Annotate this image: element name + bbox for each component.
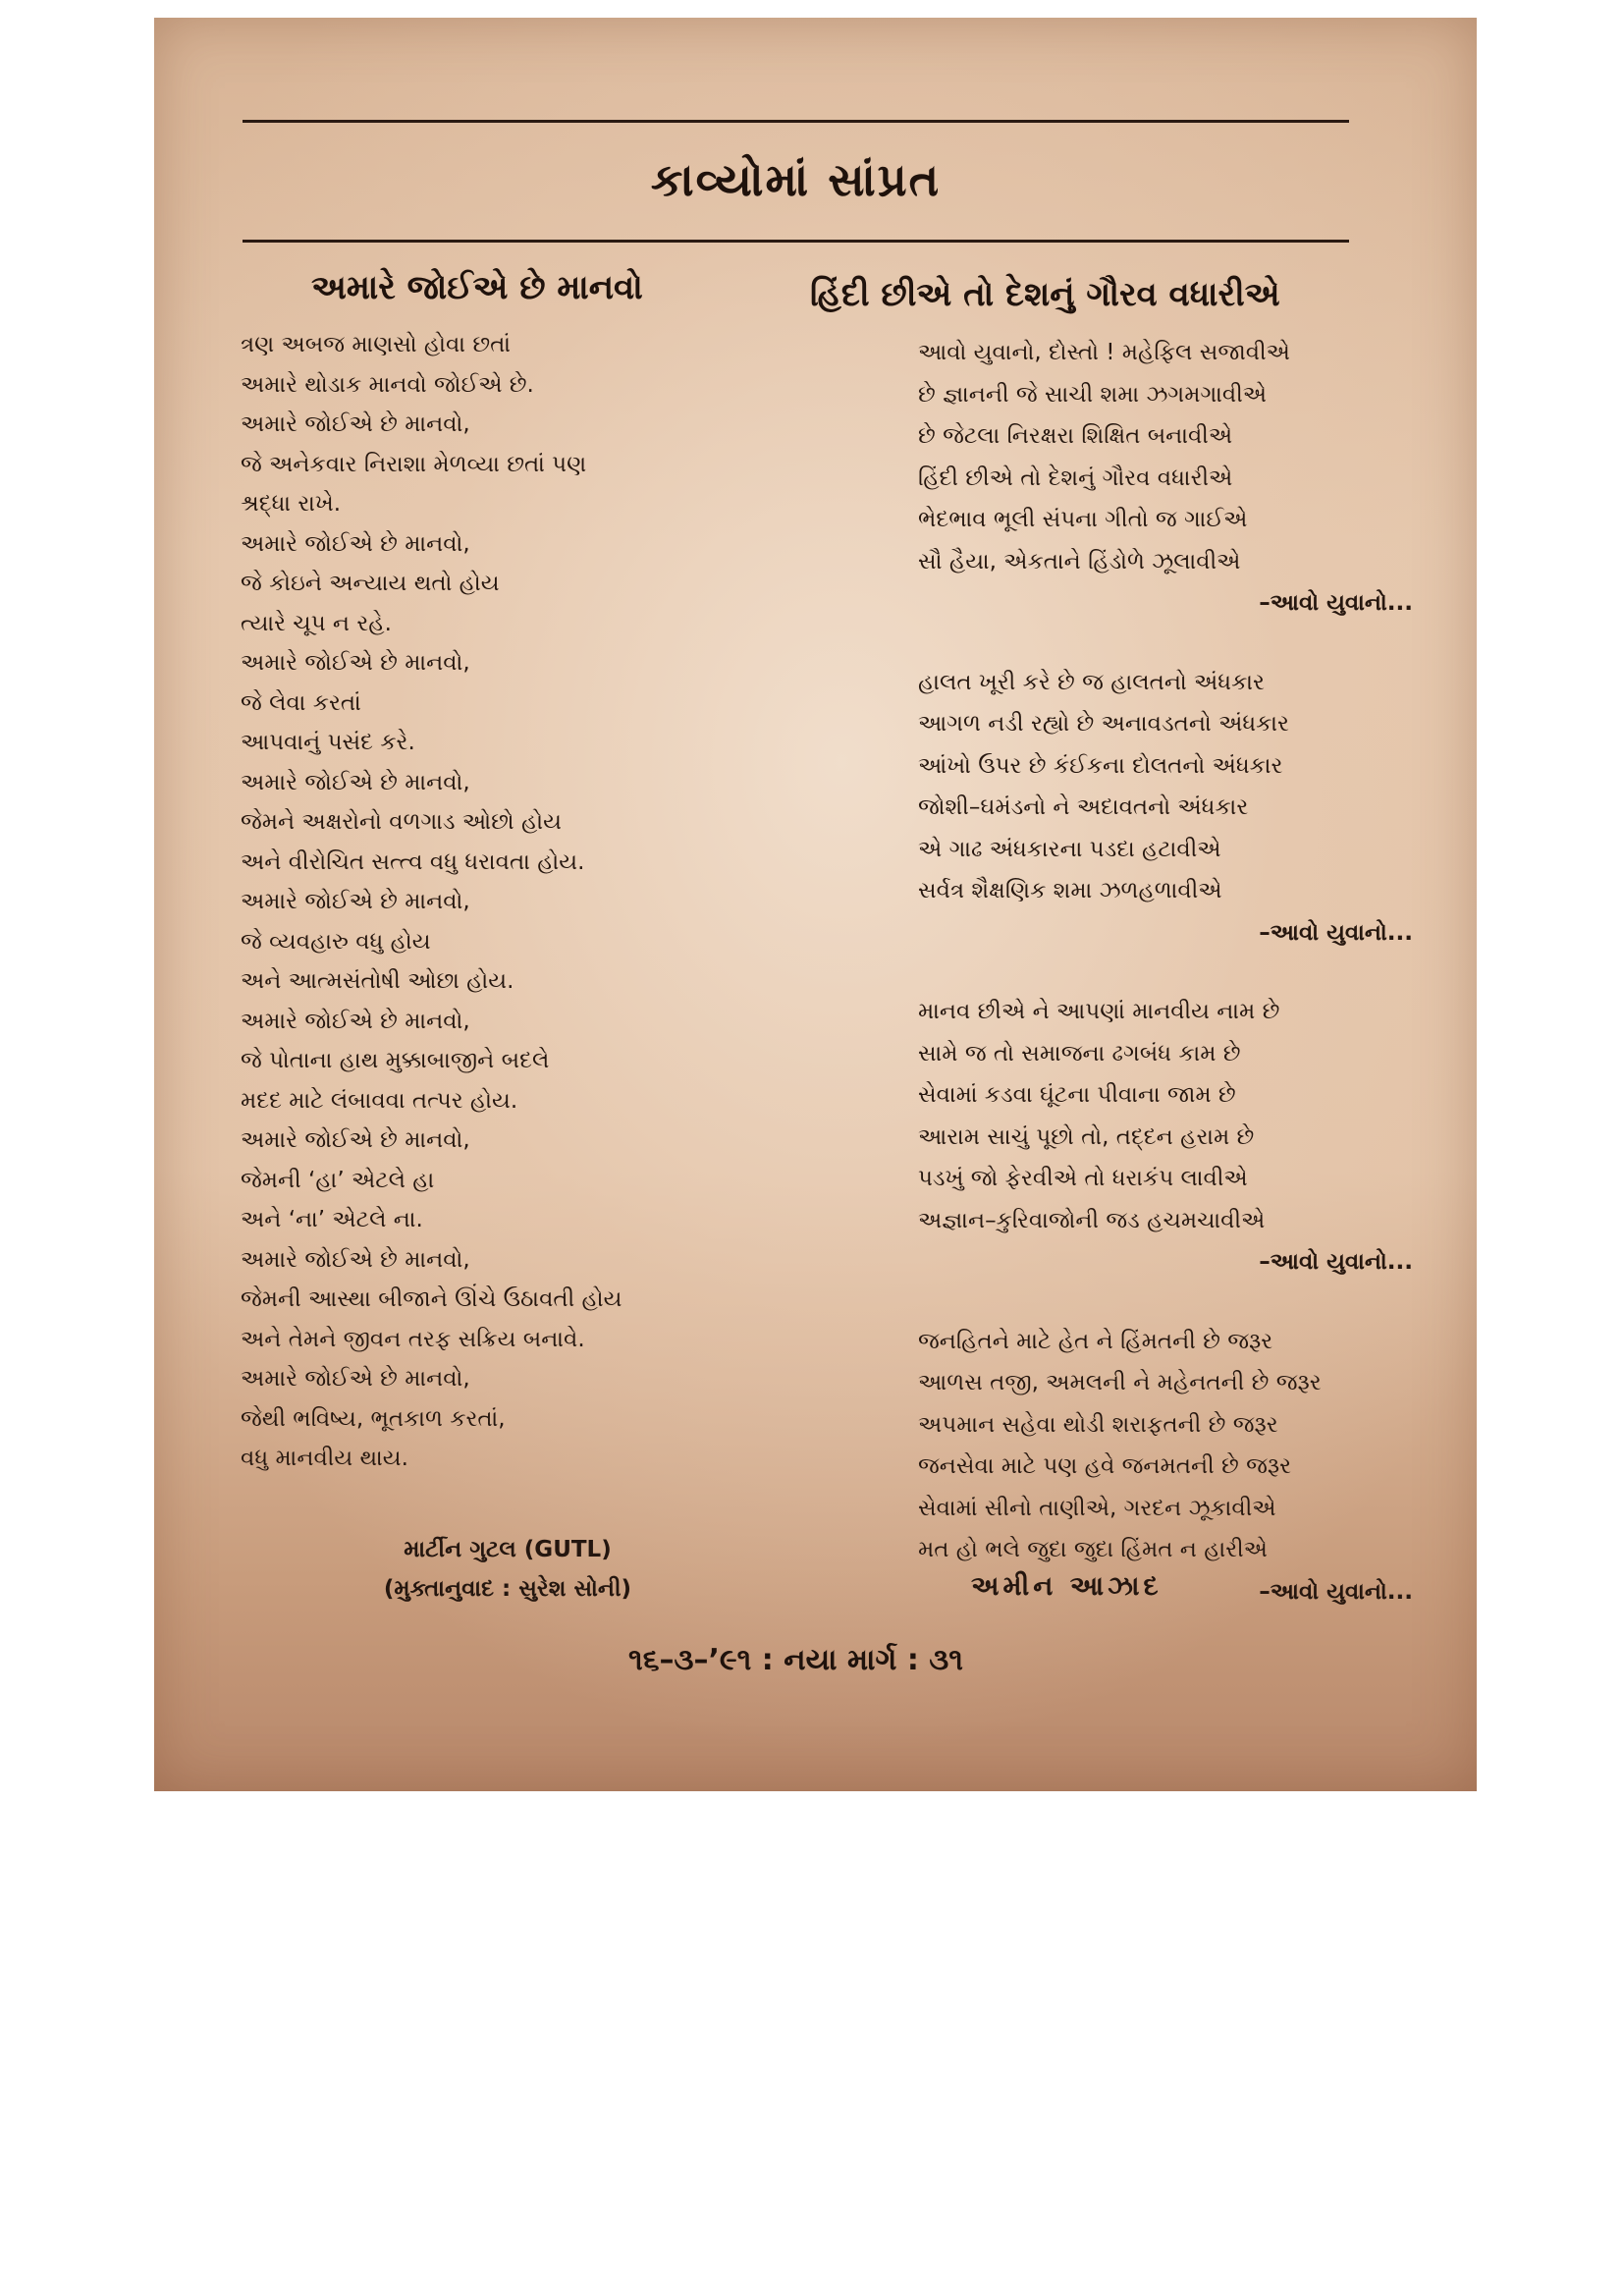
poem-line: જનહિતને માટે હેત ને હિંમતની છે જરૂર — [918, 1328, 1273, 1354]
poem-line: જનસેવા માટે પણ હવે જનમતની છે જરૂર — [918, 1453, 1292, 1479]
refrain-line: –આવો યુવાનો... — [1259, 1249, 1413, 1275]
poem-line: આંખો ઉપર છે કંઈકના દોલતનો અંધકાર — [918, 752, 1283, 779]
poem-line: અપમાન સહેવા થોડી શરાફતની છે જરૂર — [918, 1411, 1278, 1438]
poem-line: હિંદી છીએ તો દેશનું ગૌરવ વધારીએ — [918, 465, 1233, 491]
page-footer: ૧૬–૩–’૯૧ : નયા માર્ગ : ૩૧ — [628, 1643, 963, 1677]
poem-line: આરામ સાચું પૂછો તો, તદ્દન હરામ છે — [918, 1123, 1255, 1150]
poem-line: માનવ છીએ ને આપણાં માનવીય નામ છે — [918, 999, 1280, 1024]
stanza-2 — [810, 662, 1421, 955]
poem-line: સેવામાં કડવા ઘૂંટના પીવાના જામ છે — [918, 1082, 1236, 1108]
refrain-line: –આવો યુવાનો... — [1259, 590, 1413, 616]
section-header: કાવ્યોમાં સાંપ્રત — [650, 153, 942, 206]
right-poem-title: હિંદી છીએ તો દેશનું ગૌરવ વધારીએ — [810, 275, 1280, 314]
poem-line: સેવામાં સીનો તાણીએ, ગરદન ઝૂકાવીએ — [918, 1495, 1276, 1521]
right-poem — [810, 275, 1421, 1650]
poem-line: અજ્ઞાન–કુરિવાજોની જડ હચમચાવીએ — [918, 1207, 1266, 1233]
poem-line: જે વ્યવહારુ વધુ હોય — [241, 928, 431, 955]
poem-line: જેમને અક્ષરોનો વળગાડ ઓછો હોય — [241, 809, 562, 835]
poem-line: જે લેવા કરતાં — [241, 689, 361, 716]
scanned-page — [154, 18, 1477, 1791]
poem-line: આળસ તજી, અમલની ને મહેનતની છે જરૂર — [918, 1370, 1322, 1395]
poem-line: અને ‘ના’ એટલે ના. — [241, 1207, 423, 1232]
poem-line: અમારે જોઈએ છે માનવો, — [241, 411, 470, 437]
refrain-line: –આવો યુવાનો... — [1259, 919, 1413, 946]
poem-line: જેમની આસ્થા બીજાને ઊંચે ઉઠાવતી હોય — [241, 1286, 622, 1312]
stanza-4 — [810, 1321, 1421, 1613]
poem-line: સર્વત્ર શૈક્ષણિક શમા ઝળહળાવીએ — [918, 878, 1222, 903]
poem-line: અમારે થોડાક માનવો જોઈએ છે. — [241, 371, 534, 398]
poem-line: છે જ્ઞાનની જે સાચી શમા ઝગમગાવીએ — [918, 381, 1268, 408]
left-poem-title: અમારે જોઈએ છે માનવો — [311, 268, 643, 307]
poem-line: અમારે જોઈએ છે માનવો, — [241, 889, 470, 914]
poem-line: હાલત ખૂરી કરે છે જ હાલતનો અંધકાર — [918, 669, 1265, 695]
poem-line: અને આત્મસંતોષી ઓછા હોય. — [241, 968, 514, 994]
top-rule — [243, 120, 1349, 123]
poem-line: અને તેમને જીવન તરફ સક્રિય બનાવે. — [241, 1326, 585, 1352]
poem-line: પડખું જો ફેરવીએ તો ધરાકંપ લાવીએ — [918, 1166, 1248, 1191]
left-poem-credit — [233, 1530, 783, 1609]
poem-line: ત્યારે ચૂપ ન રહે. — [241, 610, 392, 636]
poem-line: આગળ નડી રહ્યો છે અનાવડતનો અંધકાર — [918, 711, 1289, 737]
poem-line: અમારે જોઈએ છે માનવો, — [241, 1366, 470, 1392]
poem-line: જોશી–ઘમંડનો ને અદાવતનો અંધકાર — [918, 794, 1249, 820]
poem-line: જે અનેકવાર નિરાશા મેળવ્યા છતાં પણ — [241, 451, 587, 477]
poem-line: આવો યુવાનો, દોસ્તો ! મહેફિલ સજાવીએ — [918, 340, 1290, 365]
poem-line: આપવાનું પસંદ કરે. — [241, 730, 415, 755]
poem-line: ભેદભાવ ભૂલી સંપના ગીતો જ ગાઈએ — [918, 507, 1248, 532]
poem-line: જેથી ભવિષ્ય, ભૂતકાળ કરતાં, — [241, 1405, 506, 1432]
poem-line: શ્રદ્ધા રાખે. — [241, 491, 342, 517]
right-poem-author: અમીન આઝાદ — [971, 1571, 1163, 1602]
poem-line: ત્રણ અબજ માણસો હોવા છતાં — [241, 332, 511, 357]
poem-line: સામે જ તો સમાજના ઢગબંધ કામ છે — [918, 1040, 1241, 1066]
poem-line: અમારે જોઈએ છે માનવો, — [241, 769, 470, 795]
poem-line: એ ગાઢ અંધકારના પડદા હટાવીએ — [918, 836, 1221, 862]
poem-line: મત હો ભલે જુદા જુદા હિંમત ન હારીએ — [918, 1537, 1268, 1562]
header-rule — [243, 240, 1349, 243]
poem-line: જે કોઇને અન્યાય થતો હોય — [241, 571, 500, 596]
left-poem-lines — [233, 325, 783, 1479]
stanza-3 — [810, 991, 1421, 1284]
stanza-1 — [810, 332, 1421, 625]
poem-line: જેમની ‘હા’ એટલે હા — [241, 1167, 435, 1193]
poem-line: જે પોતાના હાથ મુક્કાબાજીને બદલે — [241, 1048, 550, 1073]
poem-line: સૌ હૈયા, એકતાને હિંડોળે ઝૂલાવીએ — [918, 548, 1241, 574]
poem-line: અમારે જોઈએ છે માનવો, — [241, 1246, 470, 1273]
left-poem-author: માર્ટીન ગુટલ (GUTL) — [404, 1537, 612, 1562]
poem-line: છે જેટલા નિરક્ષરા શિક્ષિત બનાવીએ — [918, 423, 1233, 449]
poem-line: અને વીરોચિત સત્ત્વ વધુ ધરાવતા હોય. — [241, 848, 585, 875]
poem-line: અમારે જોઈએ છે માનવો, — [241, 650, 470, 676]
poem-line: વધુ માનવીય થાય. — [241, 1446, 408, 1471]
poem-line: અમારે જોઈએ છે માનવો, — [241, 1008, 470, 1034]
poem-line: અમારે જોઈએ છે માનવો, — [241, 530, 470, 557]
left-poem-translator: (મુક્તાનુવાદ : સુરેશ સોની) — [383, 1576, 632, 1602]
left-poem — [233, 268, 783, 1479]
refrain-line: –આવો યુવાનો... — [1259, 1578, 1413, 1605]
poem-line: મદદ માટે લંબાવવા તત્પર હોય. — [241, 1087, 518, 1114]
poem-line: અમારે જોઈએ છે માનવો, — [241, 1127, 470, 1153]
